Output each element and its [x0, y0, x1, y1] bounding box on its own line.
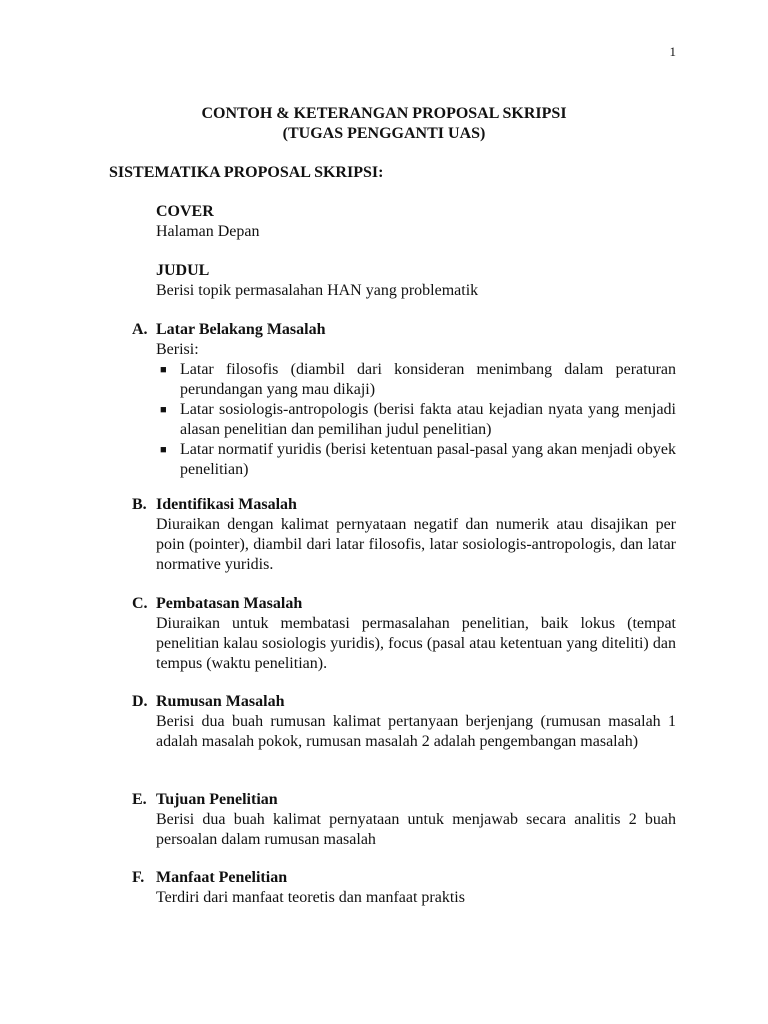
page-number: 1 [669, 44, 676, 59]
judul-label: JUDUL [156, 262, 210, 279]
judul-block [156, 261, 676, 301]
section-f [132, 868, 676, 908]
list-item [156, 440, 676, 480]
section-e [132, 790, 676, 850]
section-c [132, 594, 676, 674]
section-c-title: Pembatasan Masalah [156, 595, 303, 612]
section-f-text: Terdiri dari manfaat teoretis dan manfaat praktis [156, 889, 465, 906]
section-e-letter: E. [132, 791, 147, 808]
section-d [132, 692, 676, 752]
section-f-heading [132, 868, 676, 888]
section-d-letter: D. [132, 693, 148, 710]
section-f-letter: F. [132, 869, 145, 886]
section-c-heading [132, 594, 676, 614]
judul-text: Berisi topik permasalahan HAN yang problematik [156, 282, 479, 299]
section-a-intro: Berisi: [156, 341, 199, 358]
section-b-title: Identifikasi Masalah [156, 496, 297, 513]
section-d-title: Rumusan Masalah [156, 693, 285, 710]
document-title [0, 104, 768, 144]
section-e-title: Tujuan Penelitian [156, 791, 278, 808]
section-a-letter: A. [132, 321, 148, 338]
section-c-letter: C. [132, 595, 148, 612]
section-e-heading [132, 790, 676, 810]
section-b [132, 495, 676, 575]
section-a-body [156, 340, 676, 480]
square-bullet-icon: ■ [160, 404, 167, 416]
square-bullet-icon: ■ [160, 364, 167, 376]
bullet-text: Latar filosofis (diambil dari konsideran menimbang dalam peraturan perundangan yang mau dikaji) [180, 361, 676, 398]
cover-text: Halaman Depan [156, 223, 260, 240]
section-a-title: Latar Belakang Masalah [156, 321, 326, 338]
section-f-title: Manfaat Penelitian [156, 869, 288, 886]
bullet-text: Latar normatif yuridis (berisi ketentuan pasal-pasal yang akan menjadi obyek penelitian) [180, 441, 676, 478]
title-line-2: (TUGAS PENGGANTI UAS) [282, 125, 486, 142]
section-d-text: Berisi dua buah rumusan kalimat pertanyaan berjenjang (rumusan masalah 1 adalah masalah pokok, rumusan masalah 2 adalah pengembangan masalah) [156, 713, 676, 750]
cover-label: COVER [156, 203, 214, 220]
list-item [156, 360, 676, 400]
cover-block [156, 202, 676, 242]
title-line-1: CONTOH & KETERANGAN PROPOSAL SKRIPSI [201, 105, 567, 122]
section-b-heading [132, 495, 676, 515]
section-b-text: Diuraikan dengan kalimat pernyataan negatif dan numerik atau disajikan per poin (pointer), diambil dari latar filosofis, latar sosiologis-antropologis, dan latar normative yuridis. [156, 516, 676, 573]
section-b-letter: B. [132, 496, 147, 513]
section-c-text: Diuraikan untuk membatasi permasalahan penelitian, baik lokus (tempat penelitian kalau sosiologis yuridis), focus (pasal atau ketentuan yang diteliti) dan tempus (waktu penelitian). [156, 615, 676, 672]
section-a [132, 320, 676, 480]
section-a-heading [132, 320, 676, 340]
section-a-bullet-list [156, 360, 676, 480]
systematics-heading: SISTEMATIKA PROPOSAL SKRIPSI: [109, 164, 384, 181]
section-e-text: Berisi dua buah kalimat pernyataan untuk menjawab secara analitis 2 buah persoalan dalam rumusan masalah [156, 811, 676, 848]
section-d-heading [132, 692, 676, 712]
bullet-text: Latar sosiologis-antropologis (berisi fakta atau kejadian nyata yang menjadi alasan penelitian dan pemilihan judul penelitian) [180, 401, 676, 438]
list-item [156, 400, 676, 440]
square-bullet-icon: ■ [160, 444, 167, 456]
